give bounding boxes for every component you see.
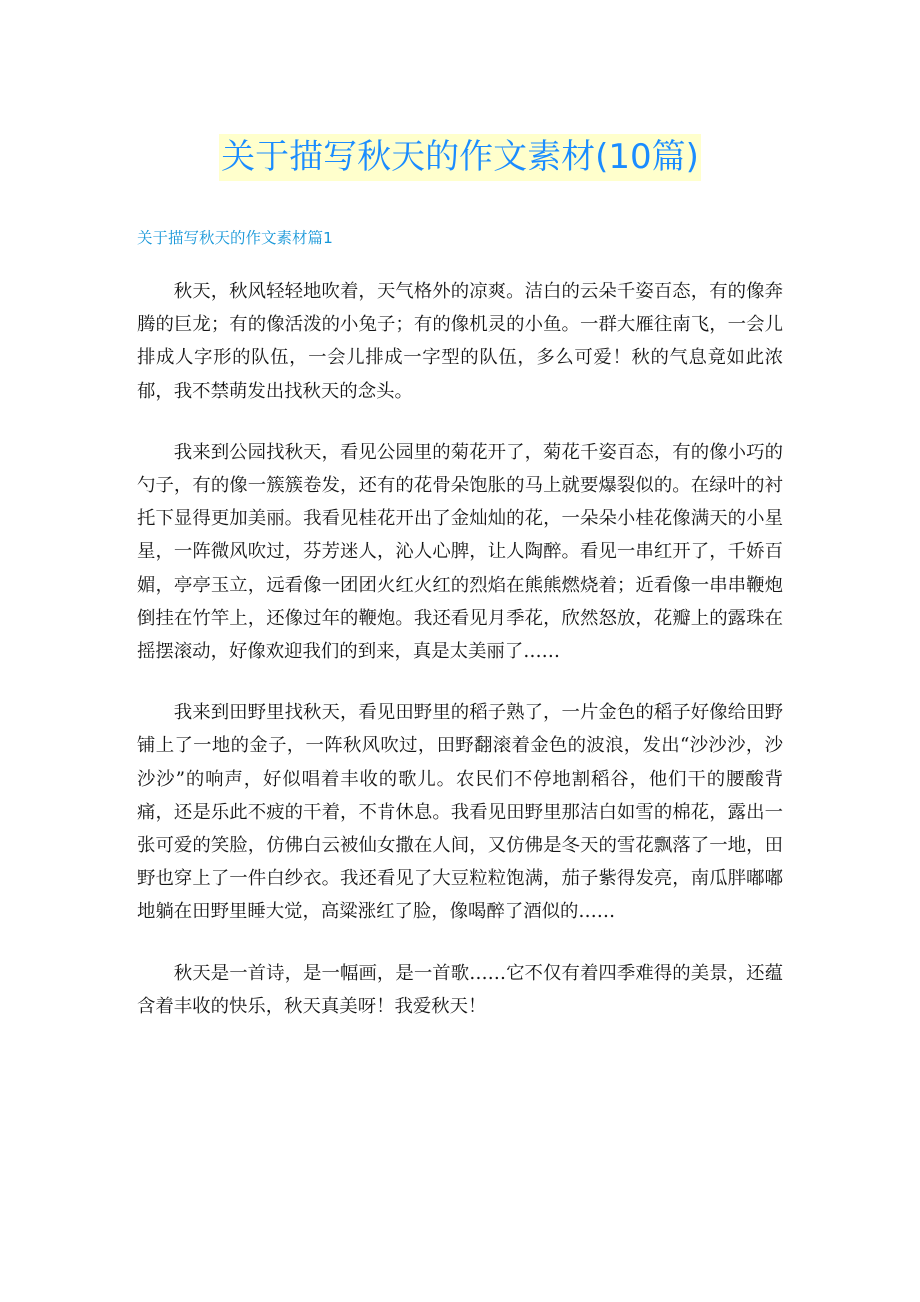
paragraph: 秋天，秋风轻轻地吹着，天气格外的凉爽。洁白的云朵千姿百态，有的像奔腾的巨龙；有的像活泼的小兔子；有的像机灵的小鱼。一群大雁往南飞，一会儿排成人字形的队伍，一会儿排成一字型的队伍，多么可爱！秋的气息竟如此浓郁，我不禁萌发出找秋天的念头。 <box>137 281 783 402</box>
section-heading: 关于描写秋天的作文素材篇1 <box>137 229 333 247</box>
document-body <box>137 275 783 1051</box>
paragraph: 秋天是一首诗，是一幅画，是一首歌……它不仅有着四季难得的美景，还蕴含着丰收的快乐，秋天真美呀！我爱秋天！ <box>137 962 783 1017</box>
paragraph: 我来到公园找秋天，看见公园里的菊花开了，菊花千姿百态，有的像小巧的勺子，有的像一簇簇卷发，还有的花骨朵饱胀的马上就要爆裂似的。在绿叶的衬托下显得更加美丽。我看见桂花开出了金灿灿的花，一朵朵小桂花像满天的小星星，一阵微风吹过，芬芳迷人，沁人心脾，让人陶醉。看见一串红开了，千娇百媚，亭亭玉立，远看像一团团火红火红的烈焰在熊熊燃烧着；近看像一串串鞭炮倒挂在竹竿上，还像过年的鞭炮。我还看见月季花，欣然怒放，花瓣上的露珠在摇摆滚动，好像欢迎我们的到来，真是太美丽了…… <box>137 441 783 663</box>
title-container <box>0 134 920 181</box>
document-title: 关于描写秋天的作文素材(10篇) <box>219 134 701 181</box>
paragraph: 我来到田野里找秋天，看见田野里的稻子熟了，一片金色的稻子好像给田野铺上了一地的金子，一阵秋风吹过，田野翻滚着金色的波浪，发出“沙沙沙，沙沙沙”的响声，好似唱着丰收的歌儿。农民们不停地割稻谷，他们干的腰酸背痛，还是乐此不疲的干着，不肯休息。我看见田野里那洁白如雪的棉花，露出一张可爱的笑脸，仿佛白云被仙女撒在人间，又仿佛是冬天的雪花飘落了一地，田野也穿上了一件白纱衣。我还看见了大豆粒粒饱满，茄子紫得发亮，南瓜胖嘟嘟地躺在田野里睡大觉，高粱涨红了脸，像喝醉了酒似的…… <box>137 702 783 923</box>
